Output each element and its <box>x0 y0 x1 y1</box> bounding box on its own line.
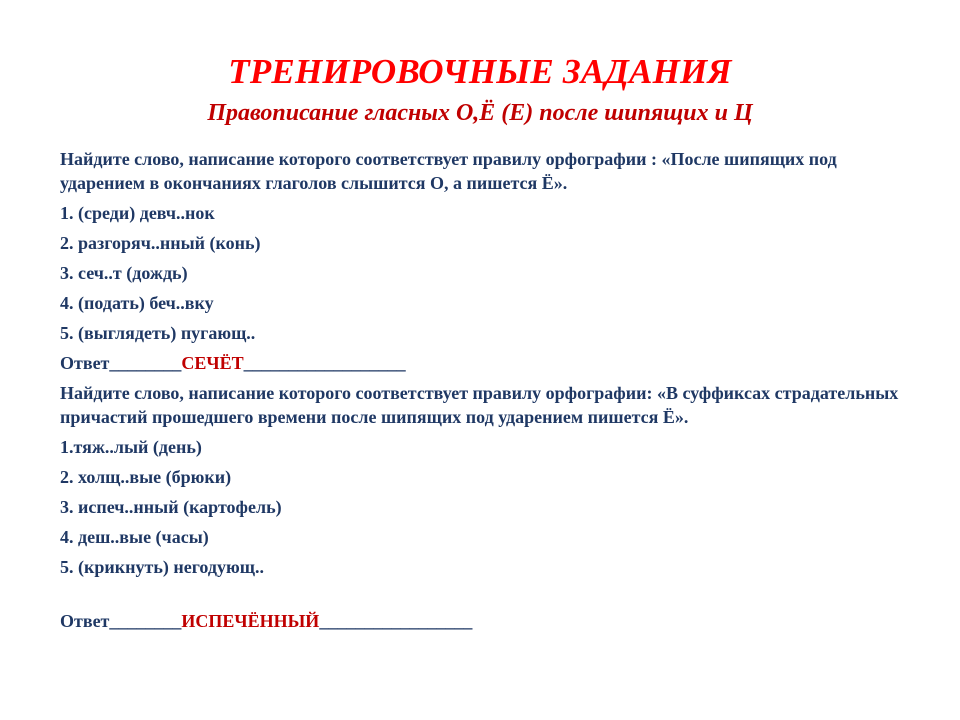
task1-answer: СЕЧЁТ <box>181 353 244 373</box>
task2-answer-line <box>60 609 920 633</box>
task1-prompt: Найдите слово, написание которого соответствует правилу орфографии : «После шипящих под ударением в окончаниях глаголов слышится О, а пишется Ё». <box>60 149 837 193</box>
task2-item-4: 4. деш..вые (часы) <box>60 527 209 547</box>
slide-title: ТРЕНИРОВОЧНЫЕ ЗАДАНИЯ <box>228 52 732 91</box>
task1-item-1: 1. (среди) девч..нок <box>60 203 215 223</box>
spacer <box>60 585 920 609</box>
task1-answer-label: Ответ________ <box>60 353 182 373</box>
task2-item-3: 3. испеч..нный (картофель) <box>60 497 282 517</box>
task2-item-2: 2. холщ..вые (брюки) <box>60 467 232 487</box>
task2-answer-tail: _________________ <box>319 611 473 631</box>
slide-body <box>60 147 920 639</box>
task2-answer: ИСПЕЧЁННЫЙ <box>181 611 320 631</box>
task2-item-1: 1.тяж..лый (день) <box>60 437 202 457</box>
task2-item-5: 5. (крикнуть) негодующ.. <box>60 557 264 577</box>
task1-item-2: 2. разгоряч..нный (конь) <box>60 233 261 253</box>
task1-item-3: 3. сеч..т (дождь) <box>60 263 188 283</box>
task1-item-5: 5. (выглядеть) пугающ.. <box>60 323 256 343</box>
task2-answer-label: Ответ________ <box>60 611 182 631</box>
task1-answer-tail: __________________ <box>243 353 406 373</box>
task1-answer-line <box>60 351 920 375</box>
task1-item-4: 4. (подать) беч..вку <box>60 293 214 313</box>
slide-subtitle: Правописание гласных О,Ё (Е) после шипящих и Ц <box>207 100 753 126</box>
task2-prompt: Найдите слово, написание которого соответствует правилу орфографии: «В суффиксах страдательных причастий прошедшего времени после шипящих под ударением пишется Ё». <box>60 383 899 427</box>
